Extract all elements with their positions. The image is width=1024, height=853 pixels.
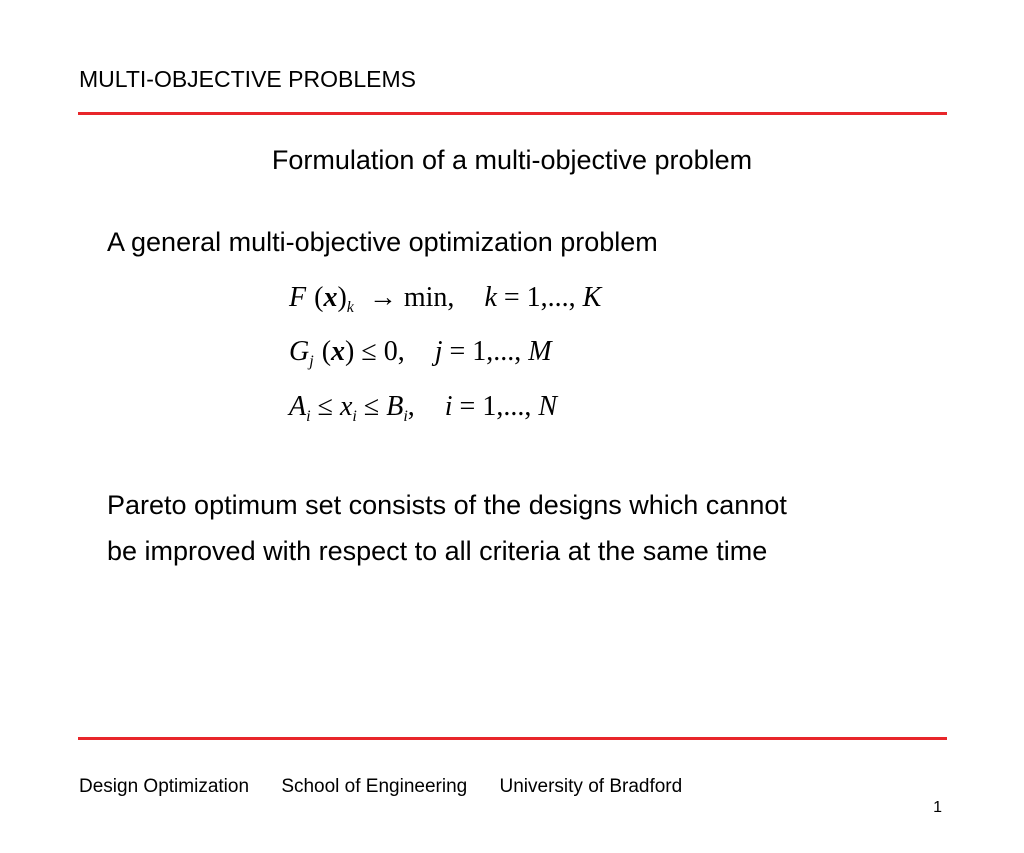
eq3-var: x (339, 391, 353, 422)
eq2-upper: M (528, 336, 552, 367)
pareto-definition (107, 482, 957, 574)
footer-school: School of Engineering (281, 776, 468, 797)
footer-university: University of Bradford (499, 776, 683, 797)
eq1-index: k (484, 282, 497, 313)
eq2-range: = 1,..., (449, 336, 529, 367)
eq2-sub: j (309, 353, 314, 370)
eq1-function: F (289, 282, 307, 313)
footer (79, 776, 709, 798)
eq3-index: i (444, 391, 453, 422)
eq1-sub: k (346, 299, 354, 316)
eq1-upper: K (582, 282, 602, 313)
eq3-upper: N (538, 391, 558, 422)
eq1-arg: x (323, 282, 338, 313)
eq3-upper-bound: B (386, 391, 404, 422)
page-number: 1 (933, 799, 942, 816)
eq2-relation: ≤ 0, (361, 336, 405, 367)
intro-text: A general multi-objective optimization problem (107, 227, 658, 257)
slide-subtitle: Formulation of a multi-objective problem (271, 145, 753, 175)
eq2-index: j (434, 336, 443, 367)
top-divider (78, 112, 947, 115)
eq3-range: = 1,..., (459, 391, 539, 422)
pareto-line-1: Pareto optimum set consists of the designs which cannot (107, 490, 787, 520)
eq3-sub-a: i (306, 408, 311, 425)
eq1-arrow: → (368, 282, 397, 313)
bottom-divider (78, 737, 947, 740)
eq3-lower: A (289, 391, 307, 422)
eq2-arg: x (331, 336, 346, 367)
pareto-line-2: be improved with respect to all criteria at the same time (107, 536, 768, 566)
page-title: MULTI-OBJECTIVE PROBLEMS (79, 66, 416, 92)
equation-objective: F $(x)_k \to \min$, k = 1,..., K (289, 282, 602, 316)
eq3-sub-x: i (352, 408, 357, 425)
equation-bounds: $A_i \le x_i \le B_i$, i = 1,..., N (289, 391, 558, 425)
eq1-range: = 1,..., (503, 282, 583, 313)
eq1-target: min, (403, 282, 455, 313)
eq2-function: G (289, 336, 310, 367)
eq3-sub-b: i (403, 408, 408, 425)
equation-constraint: $G_j$ (x) ≤ 0, j = 1,..., M (289, 336, 552, 370)
footer-course: Design Optimization (79, 776, 250, 797)
